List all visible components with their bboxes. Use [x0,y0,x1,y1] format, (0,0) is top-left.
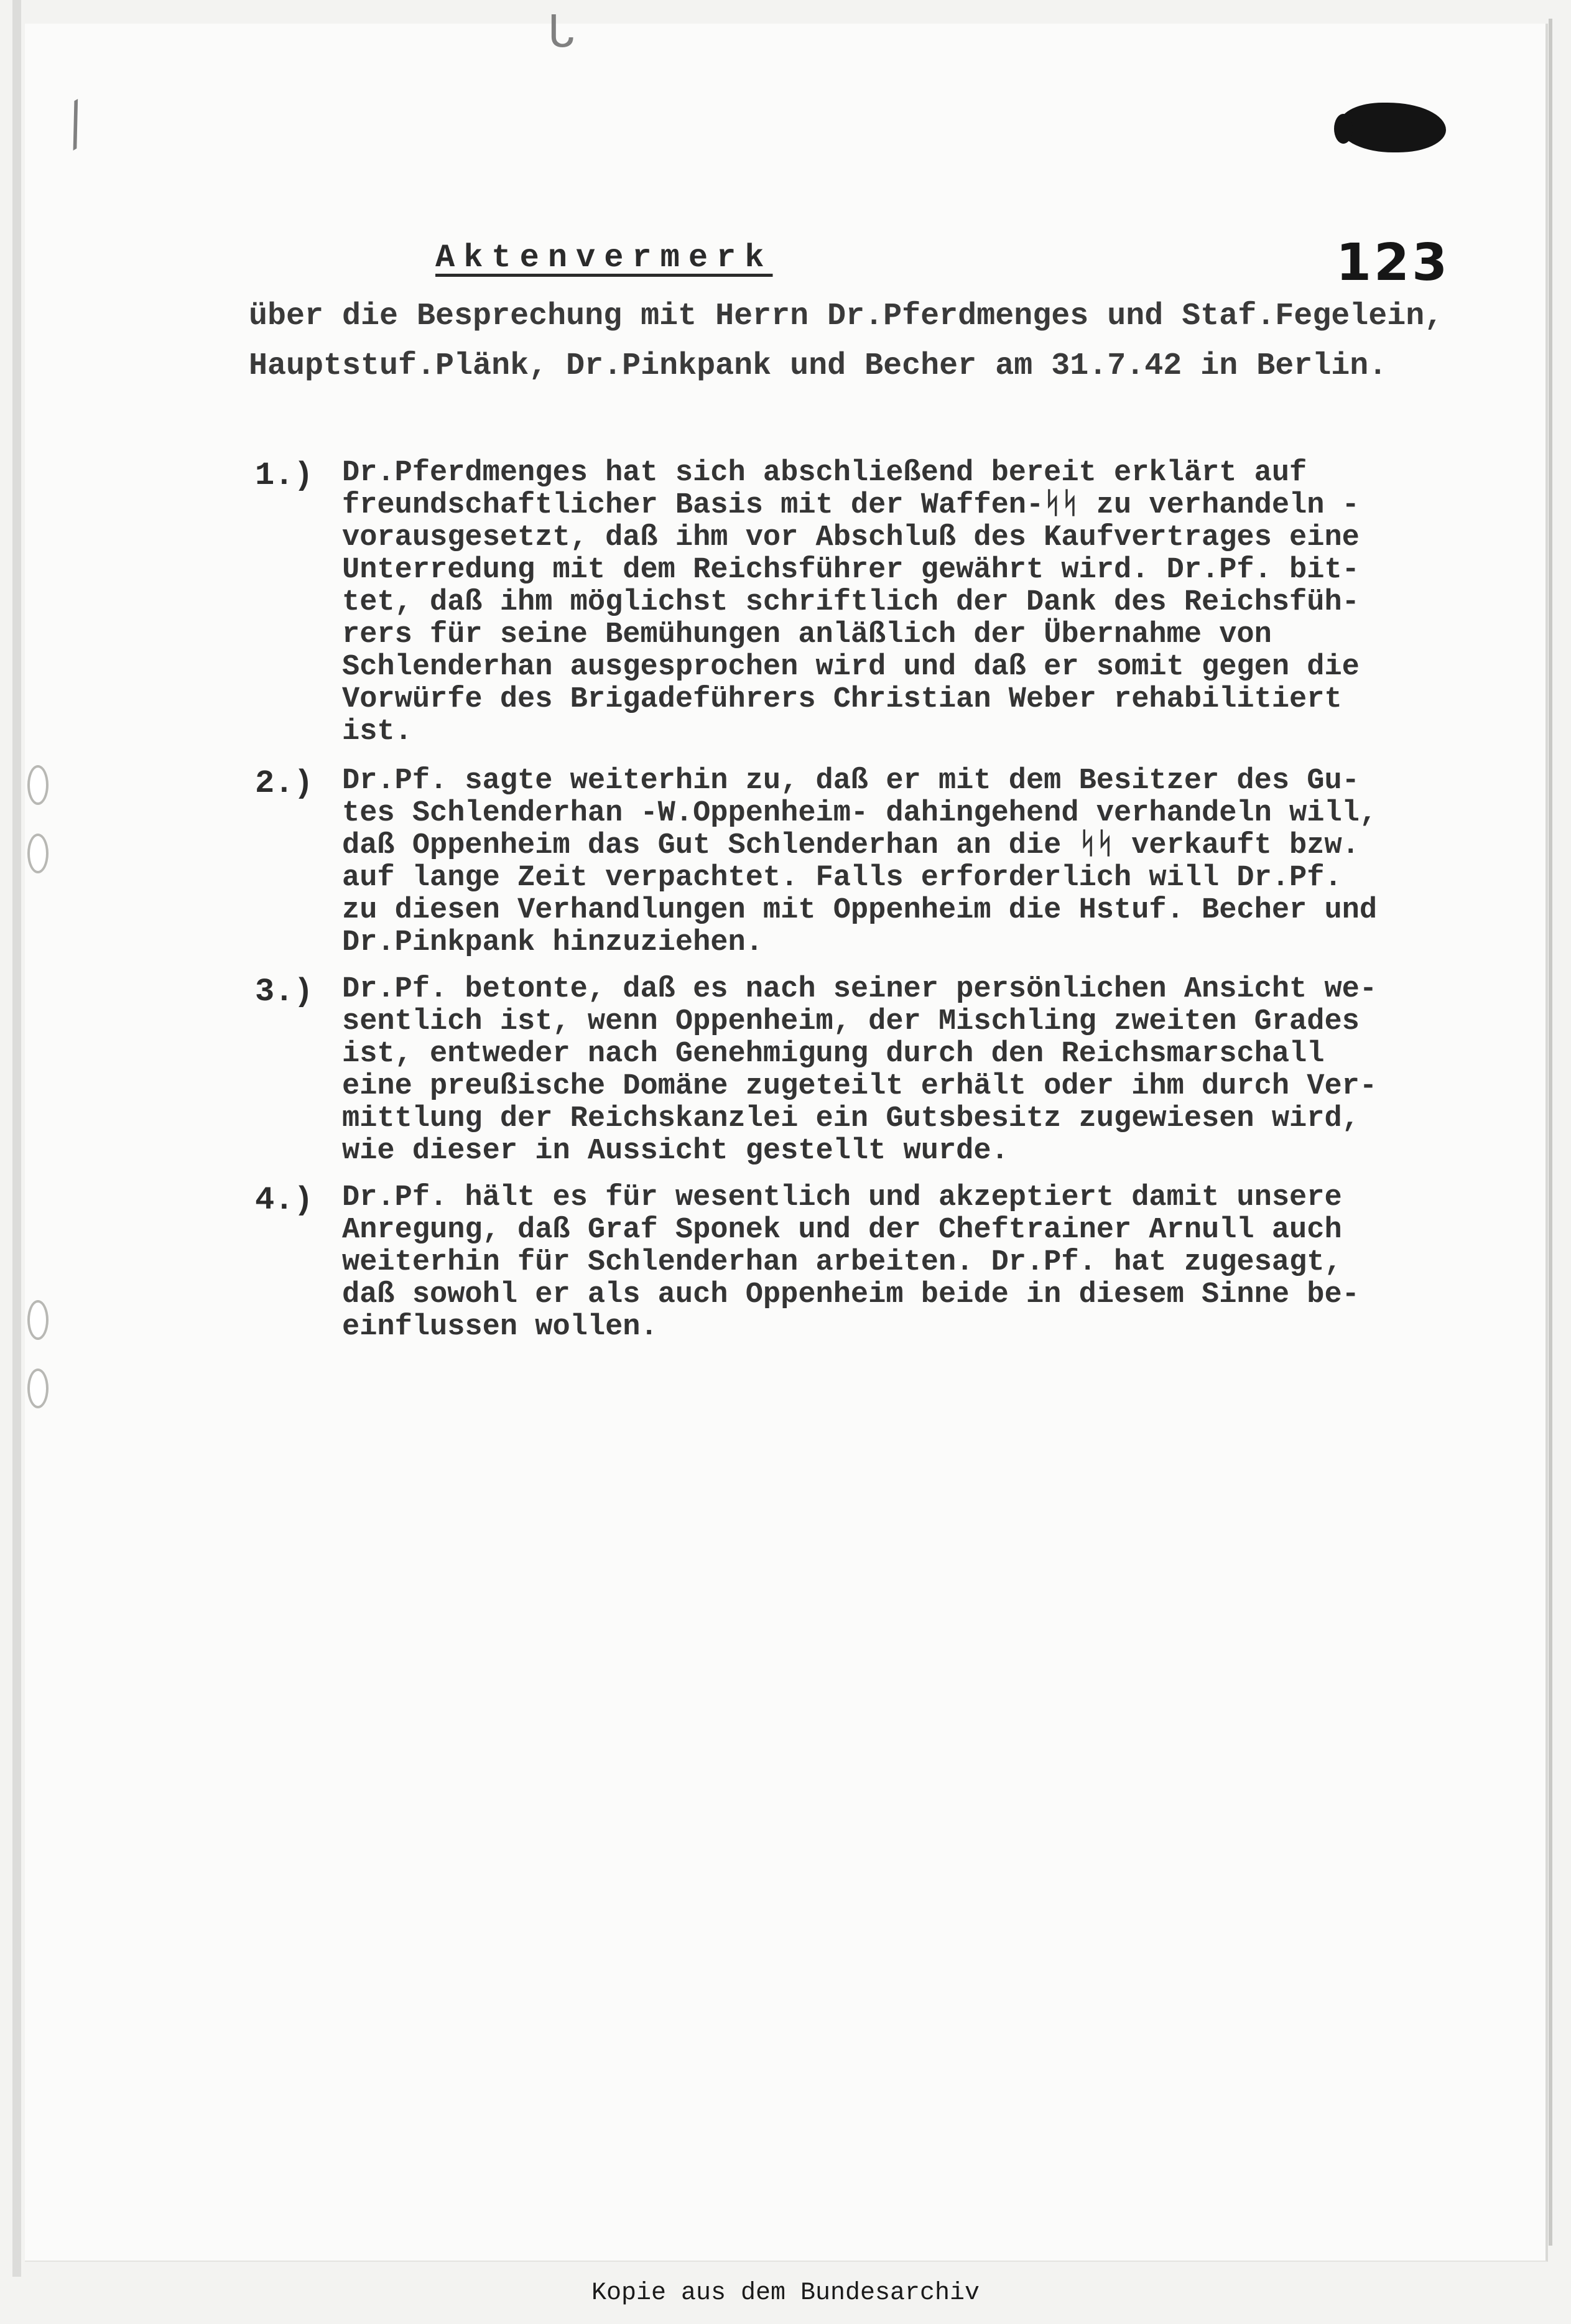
item-line: auf lange Zeit verpachtet. Falls erforderlich will Dr.Pf. [342,862,1342,895]
page-left-edge [12,0,21,2277]
punch-hole-icon [27,1369,49,1408]
subtitle-line-1: über die Besprechung mit Herrn Dr.Pferdmenges und Staf.Fegelein, [249,299,1444,334]
item-text [342,1182,1511,1344]
item-line: wie dieser in Aussicht gestellt wurde. [342,1135,1009,1168]
pencil-mark-icon: ᒐ [547,6,575,57]
item-line: freundschaftlicher Basis mit der Waffen-ᛋᛋ zu verhandeln - [342,489,1360,522]
item-line: tes Schlenderhan -W.Oppenheim- dahingehend verhandeln will, [342,797,1378,830]
item-line: mittlung der Reichskanzlei ein Gutsbesitz zugewiesen wird, [342,1102,1360,1135]
item-line: tet, daß ihm möglichst schriftlich der Dank des Reichsfüh- [342,586,1360,619]
pencil-stroke-icon: ⁄ [55,95,97,157]
item-line: daß Oppenheim das Gut Schlenderhan an die ᛋᛋ verkauft bzw. [342,829,1360,862]
item-number: 1.) [255,457,313,494]
item-line: Anregung, daß Graf Sponek und der Cheftrainer Arnull auch [342,1214,1342,1247]
item-number: 4.) [255,1182,313,1219]
punch-hole-icon [27,834,49,873]
item-line: daß sowohl er als auch Oppenheim beide in diesem Sinne be- [342,1278,1360,1311]
item-line: ist, entweder nach Genehmigung durch den Reichsmarschall [342,1038,1325,1071]
item-line: Vorwürfe des Brigadeführers Christian Weber rehabilitiert [342,683,1342,716]
item-number: 3.) [255,974,313,1010]
item-line: Dr.Pf. betonte, daß es nach seiner persönlichen Ansicht we- [342,973,1378,1006]
item-text [342,974,1511,1168]
item-line: zu diesen Verhandlungen mit Oppenheim die Hstuf. Becher und [342,894,1378,927]
item-line: ist. [342,715,412,748]
item-line: Unterredung mit dem Reichsführer gewährt wird. Dr.Pf. bit- [342,554,1360,587]
item-line: eine preußische Domäne zugeteilt erhält oder ihm durch Ver- [342,1070,1378,1103]
punch-hole-icon [27,1300,49,1340]
item-line: vorausgesetzt, daß ihm vor Abschluß des Kaufvertrages eine [342,521,1360,554]
item-number: 2.) [255,765,313,802]
archive-footer: Kopie aus dem Bundesarchiv [591,2279,980,2307]
item-line: Dr.Pf. sagte weiterhin zu, daß er mit dem Besitzer des Gu- [342,765,1360,797]
subtitle-line-2: Hauptstuf.Plänk, Dr.Pinkpank und Becher am 31.7.42 in Berlin. [249,348,1388,384]
item-line: weiterhin für Schlenderhan arbeiten. Dr.Pf. hat zugesagt, [342,1246,1342,1279]
item-line: Dr.Pinkpank hinzuziehen. [342,926,763,959]
item-text [342,457,1511,748]
item-line: Dr.Pferdmenges hat sich abschließend bereit erklärt auf [342,457,1307,490]
item-line: einflussen wollen. [342,1311,658,1344]
item-line: rers für seine Bemühungen anläßlich der Übernahme von [342,618,1272,651]
document-title: Aktenvermerk [435,239,773,276]
folio-number: 123 [1336,233,1450,292]
item-text [342,765,1511,959]
page-right-edge [1549,19,1552,2246]
item-line: Schlenderhan ausgesprochen wird und daß er somit gegen die [342,651,1360,684]
item-line: sentlich ist, wenn Oppenheim, der Mischling zweiten Grades [342,1005,1360,1038]
item-line: Dr.Pf. hält es für wesentlich und akzeptiert damit unsere [342,1181,1342,1214]
punch-hole-icon [27,765,49,805]
